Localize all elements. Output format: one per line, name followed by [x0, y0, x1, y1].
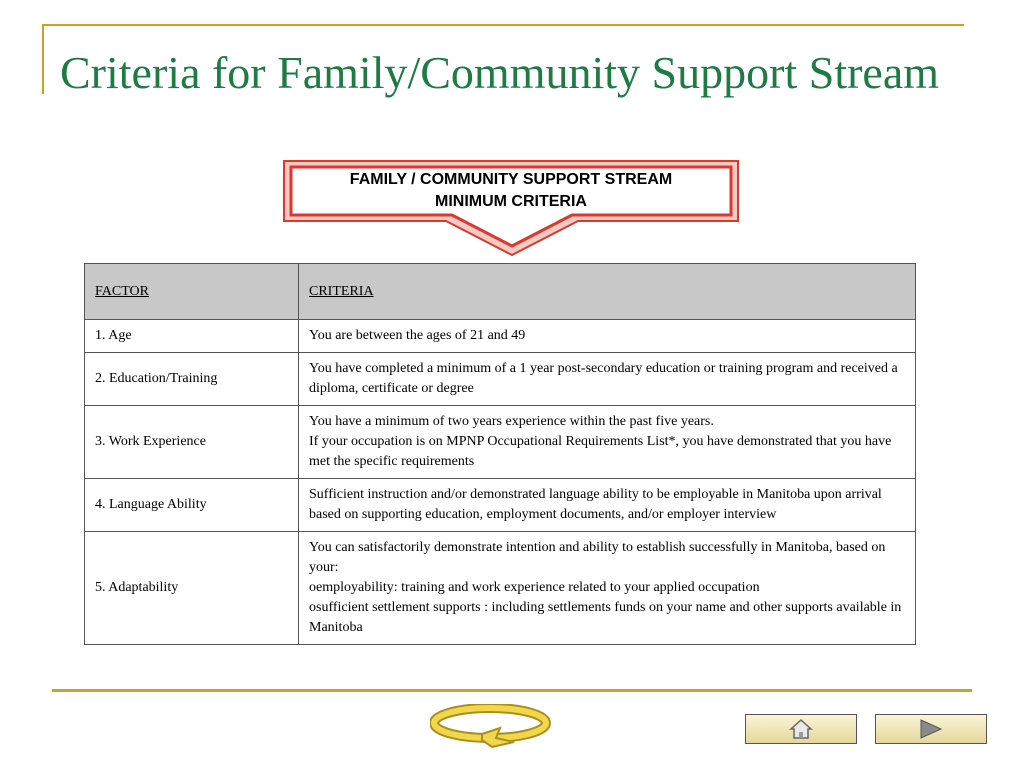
- table-row: [85, 479, 916, 532]
- callout-text: [300, 169, 722, 213]
- table-row: [85, 532, 916, 645]
- top-divider: [42, 24, 964, 26]
- criteria-cell: [299, 353, 916, 406]
- criteria-line: You have a minimum of two years experience within the past five years.: [309, 414, 714, 429]
- left-divider: [42, 24, 44, 94]
- play-right-icon: [918, 718, 944, 740]
- criteria-line: You have completed a minimum of a 1 year post-secondary education or training program and received a diploma, certificate or degree: [309, 361, 898, 396]
- factor-cell: 1. Age: [85, 320, 299, 353]
- factor-cell: 2. Education/Training: [85, 353, 299, 406]
- criteria-cell: [299, 479, 916, 532]
- criteria-table: [84, 263, 916, 645]
- callout-line-1: FAMILY / COMMUNITY SUPPORT STREAM: [349, 171, 673, 188]
- table-header-row: [85, 264, 916, 320]
- criteria-line: osufficient settlement supports : including settlements funds on your name and other supports available in Manitoba: [309, 600, 902, 635]
- criteria-line: If your occupation is on MPNP Occupational Requirements List*, you have demonstrated that you have met the specific requirements: [309, 434, 892, 469]
- criteria-cell: [299, 532, 916, 645]
- home-icon: [789, 718, 813, 740]
- criteria-cell: [299, 406, 916, 479]
- page-title: Criteria for Family/Community Support Stream: [60, 47, 940, 98]
- factor-cell: 5. Adaptability: [85, 532, 299, 645]
- criteria-callout: [280, 158, 742, 258]
- criteria-cell: [299, 320, 916, 353]
- criteria-line: oemployability: training and work experience related to your applied occupation: [309, 580, 760, 595]
- table-row: [85, 320, 916, 353]
- criteria-line: You can satisfactorily demonstrate intention and ability to establish successfully in Manitoba, based on your:: [309, 540, 886, 575]
- home-button[interactable]: [745, 714, 857, 744]
- next-button[interactable]: [875, 714, 987, 744]
- criteria-line: You are between the ages of 21 and 49: [309, 328, 526, 343]
- table-row: [85, 406, 916, 479]
- bottom-divider: [52, 689, 972, 692]
- table-row: [85, 353, 916, 406]
- return-button[interactable]: [430, 704, 554, 748]
- return-arrow-icon: [430, 704, 554, 748]
- factor-cell: 3. Work Experience: [85, 406, 299, 479]
- factor-column-header: FACTOR: [85, 264, 299, 320]
- criteria-column-header: CRITERIA: [299, 264, 916, 320]
- factor-cell: 4. Language Ability: [85, 479, 299, 532]
- criteria-line: Sufficient instruction and/or demonstrated language ability to be employable in Manitoba upon arrival based on supporting education, employment documents, and/or employer interview: [309, 487, 882, 522]
- callout-line-2: MINIMUM CRITERIA: [435, 193, 587, 210]
